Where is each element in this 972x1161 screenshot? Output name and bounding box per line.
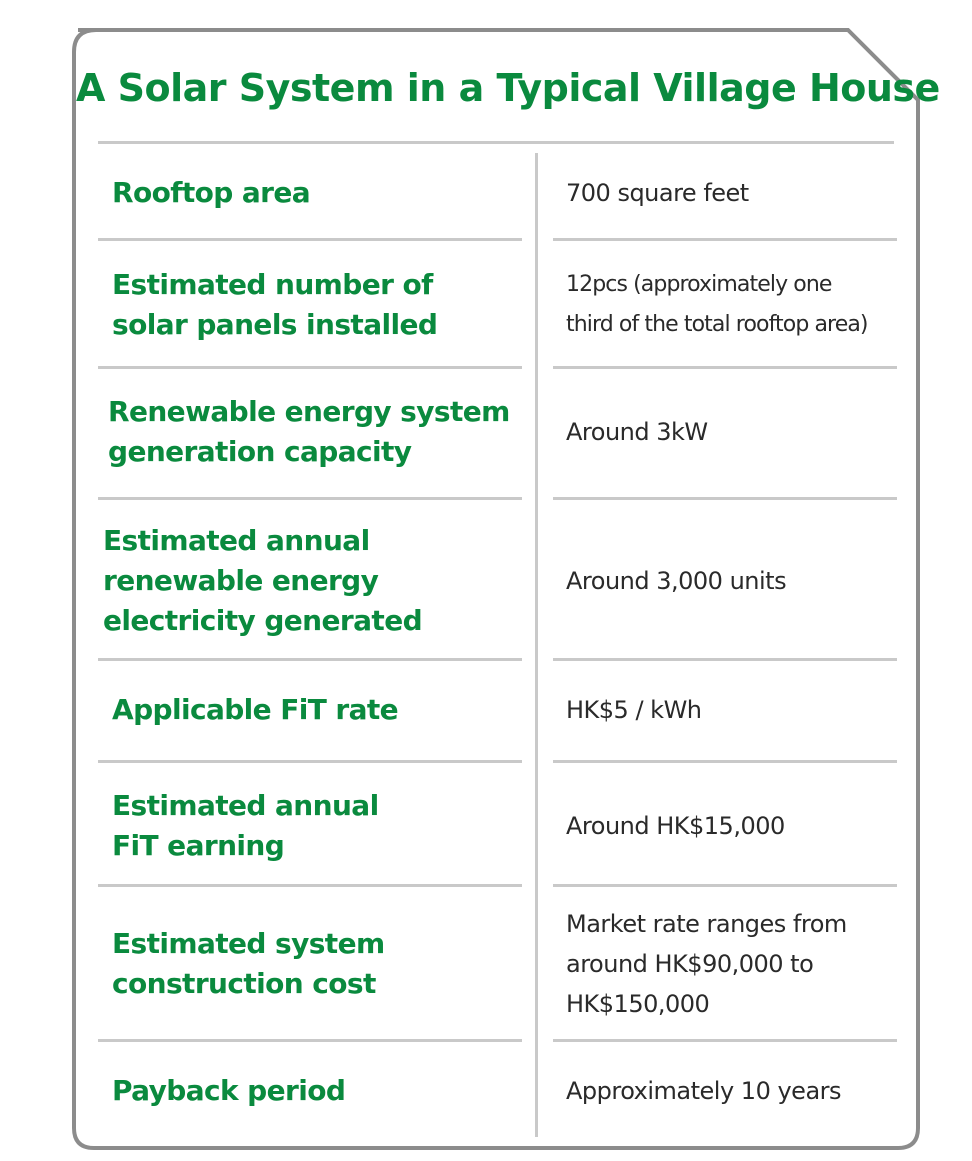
row-divider (98, 884, 522, 887)
row-label-fit-rate: Applicable FiT rate (112, 693, 399, 726)
column-divider (535, 153, 538, 1137)
row-divider (553, 658, 897, 661)
row-divider (553, 760, 897, 763)
row-value-annual-electricity: Around 3,000 units (566, 567, 787, 595)
page-title: A Solar System in a Typical Village House (76, 66, 940, 110)
row-divider (98, 1039, 522, 1042)
row-divider (98, 760, 522, 763)
row-label-fit-earning: Estimated annual FiT earning (112, 789, 379, 862)
row-label-payback-period: Payback period (112, 1074, 346, 1107)
row-value-fit-earning: Around HK$15,000 (566, 812, 785, 840)
row-divider (98, 238, 522, 241)
row-divider (98, 497, 522, 500)
row-value-rooftop-area: 700 square feet (566, 179, 749, 207)
row-divider (553, 238, 897, 241)
row-divider (98, 366, 522, 369)
row-divider (98, 658, 522, 661)
row-value-payback-period: Approximately 10 years (566, 1077, 842, 1105)
row-label-construction-cost: Estimated system construction cost (112, 927, 385, 1000)
row-value-solar-panels: 12pcs (approximately one third of the total rooftop area) (566, 272, 868, 337)
title-divider (98, 141, 894, 144)
row-label-annual-electricity: Estimated annual renewable energy electricity generated (103, 524, 423, 637)
row-divider (553, 497, 897, 500)
row-divider (553, 884, 897, 887)
row-label-solar-panels: Estimated number of solar panels installed (112, 268, 438, 341)
row-value-fit-rate: HK$5 / kWh (566, 696, 702, 724)
row-label-generation-capacity: Renewable energy system generation capacity (108, 395, 510, 468)
row-value-construction-cost: Market rate ranges from around HK$90,000 to HK$150,000 (566, 910, 847, 1018)
row-divider (553, 366, 897, 369)
row-value-generation-capacity: Around 3kW (566, 418, 708, 446)
row-label-rooftop-area: Rooftop area (112, 176, 311, 209)
row-divider (553, 1039, 897, 1042)
